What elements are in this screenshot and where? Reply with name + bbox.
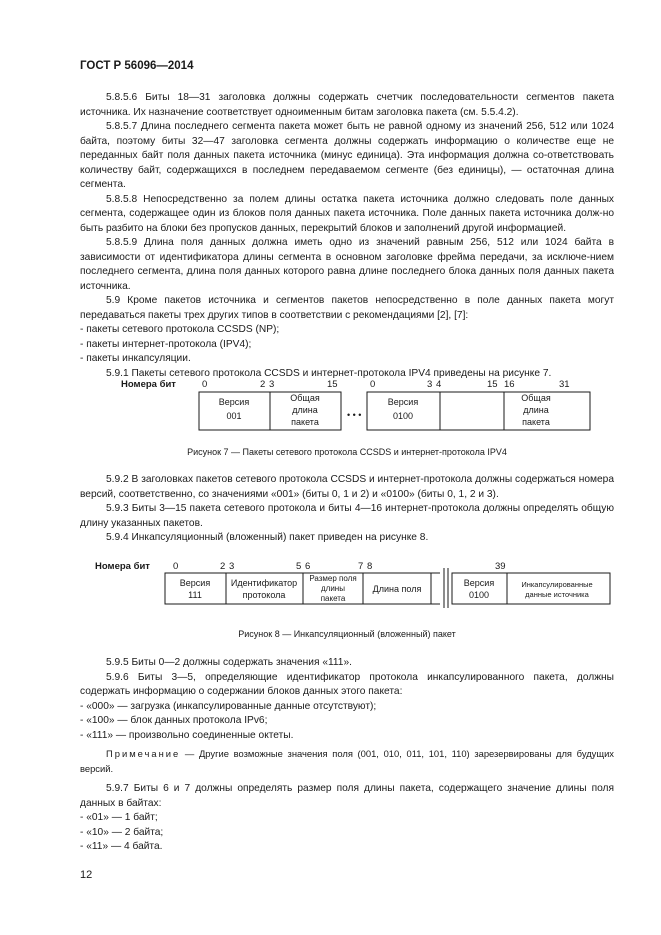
bit-tick: 6 — [305, 561, 311, 572]
bit-tick: 5 — [296, 561, 302, 572]
version-label: Версия — [463, 578, 495, 588]
text-block-1 — [80, 91, 614, 381]
list-item: - «11» — 4 байта. — [80, 841, 163, 852]
paragraph-5-8-5-6: 5.8.5.6 Биты 18—31 заголовка должны содержать счетчик последовательности сегментов пакета источника. Их назначение соответствует одноименным битам заголовка пакета (см. 5.5.4.2). — [80, 92, 614, 118]
total-length-line: длина — [523, 405, 549, 415]
bit-tick: 2 — [220, 561, 226, 572]
note-paragraph — [80, 747, 614, 776]
list-item: - «000» — загрузка (инкапсулированные данные отсутствуют); — [80, 700, 377, 712]
list-item: - пакеты сетевого протокола CCSDS (NP); — [80, 324, 280, 335]
page-number: 12 — [80, 869, 93, 881]
protocol-id-line: протокола — [242, 590, 286, 600]
version-label: Версия — [218, 397, 250, 407]
encap-data-line: Инкапсулированные — [521, 580, 593, 589]
figure-7-diagram — [118, 372, 598, 436]
list-item: - «100» — блок данных протокола IPv6; — [80, 715, 268, 726]
list-item: - «111» — произвольно соединенные октеты. — [80, 729, 294, 741]
paragraph-5-9-5: 5.9.5 Биты 0—2 должны содержать значения «111». — [106, 657, 352, 668]
list-item: - пакеты инкапсуляции. — [80, 353, 191, 364]
version-label: Версия — [387, 397, 419, 407]
version-value: 0100 — [468, 590, 490, 600]
list-item: - «10» — 2 байта; — [80, 826, 164, 838]
bit-tick: 16 — [504, 379, 515, 390]
bit-tick: 0 — [202, 379, 208, 390]
paragraph-5-9-7: 5.9.7 Биты 6 и 7 должны определять размер поля длины пакета, содержащего значение длины поля данных в байтах: — [80, 783, 614, 809]
text-block-3 — [80, 656, 614, 855]
paragraph-5-9-1: 5.9.1 Пакеты сетевого протокола CCSDS и интернет-протокола IPV4 приведены на рисунке 7. — [106, 367, 552, 379]
bit-tick: 3 — [269, 379, 275, 390]
figure-8-diagram — [92, 556, 612, 610]
length-size-line: длины — [321, 584, 345, 593]
bit-tick: 8 — [367, 561, 373, 572]
bit-tick: 7 — [358, 561, 364, 572]
bit-tick: 0 — [370, 379, 376, 390]
paragraph-5-8-5-8: 5.8.5.8 Непосредственно за полем длины остатка пакета источника должно следовать поле данных сегмента, содержащее один из блоков поля данных пакета источника. Поле данных пакета источника долж-но быть разбито на блоки без пропусков данных, перекрытий блоков и заполнений другой информацией. — [80, 193, 614, 234]
bit-tick: 15 — [327, 379, 338, 390]
ellipsis: • • • — [347, 410, 362, 420]
bit-tick: 31 — [559, 379, 570, 390]
note-text: — Другие возможные значения поля (001, 010, 011, 101, 110) зарезервированы для будущих версий. — [80, 748, 614, 774]
version-value-ip: 0100 — [392, 411, 414, 421]
total-length-line: пакета — [522, 417, 550, 427]
text-block-2 — [80, 473, 614, 546]
bit-tick: 4 — [436, 379, 442, 390]
figure-7-caption: Рисунок 7 — Пакеты сетевого протокола CCSDS и интернет-протокола IPV4 — [187, 447, 507, 457]
paragraph-5-8-5-9: 5.8.5.9 Длина поля данных должна иметь одно из значений равным 256, 512 или 1024 байта в зависимости от идентификатора длины сегмента в основном заголовке фрейма передачи, за исключе-нием последнего сегмента, длина поля данных которого равна длине последнего блока данных поля данных пакета источника. — [80, 237, 614, 292]
bits-label: Номера бит — [121, 379, 176, 390]
paragraph-5-9-2: 5.9.2 В заголовках пакетов сетевого протокола CCSDS и интернет-протокола должны содержаться номера версий, соответственно, со значениями «001» (биты 0, 1 и 2) и «0100» (биты 0, 1, 2 и 3). — [80, 474, 614, 500]
length-size-line: Размер поля — [309, 574, 357, 583]
list-item: - пакеты интернет-протокола (IPV4); — [80, 338, 252, 350]
bit-tick: 15 — [487, 379, 498, 390]
version-value: 111 — [188, 590, 202, 600]
version-value-np: 001 — [226, 411, 242, 421]
list-item: - «01» — 1 байт; — [80, 812, 158, 823]
total-length-line: Общая — [290, 393, 320, 403]
length-size-line: пакета — [320, 594, 346, 603]
bit-tick: 3 — [229, 561, 235, 572]
document-header: ГОСТ Р 56096—2014 — [80, 60, 194, 72]
total-length-line: длина — [292, 405, 318, 415]
paragraph-5-9-6: 5.9.6 Биты 3—5, определяющие идентификатор протокола инкапсулированного пакета, должны содержать информацию о содержании блоков данных этого пакета: — [80, 671, 614, 697]
bit-tick: 2 — [260, 379, 266, 390]
figure-8-caption: Рисунок 8 — Инкапсуляционный (вложенный) пакет — [238, 629, 456, 639]
bit-tick: 0 — [173, 561, 179, 572]
version-label: Версия — [179, 578, 211, 588]
encap-data-line: данные источника — [525, 590, 589, 599]
paragraph-5-9-4: 5.9.4 Инкапсуляционный (вложенный) пакет приведен на рисунке 8. — [106, 532, 429, 543]
paragraph-5-9-3: 5.9.3 Биты 3—15 пакета сетевого протокола и биты 4—16 интернет-протокола должны определять общую длину указанных пакетов. — [80, 503, 614, 529]
paragraph-5-8-5-7: 5.8.5.7 Длина последнего сегмента пакета может быть не равной одному из значений 256, 512 или 1024 байта, поэтому биты 32—47 заголовка сегмента должны содержать информацию о количестве еще не переданных байт поля данных пакета источника (минус единица). Эта информация должна со-ответствовать количеству байт, содержащихся в последнем передаваемом сегменте (без единицы), — остаточная длина сегмента. — [80, 121, 614, 190]
total-length-line: пакета — [291, 417, 319, 427]
total-length-line: Общая — [521, 393, 551, 403]
note-label: Примечание — [106, 748, 181, 759]
length-field: Длина поля — [372, 584, 422, 594]
bits-label: Номера бит — [95, 561, 150, 572]
protocol-id-line: Идентификатор — [230, 578, 298, 588]
paragraph-5-9: 5.9 Кроме пакетов источника и сегментов пакетов непосредственно в поле данных пакета могут передаваться пакеты трех других типов в соответствии с рекомендациями [2], [7]: — [80, 295, 614, 321]
bit-tick: 39 — [495, 561, 506, 572]
bit-tick: 3 — [427, 379, 433, 390]
